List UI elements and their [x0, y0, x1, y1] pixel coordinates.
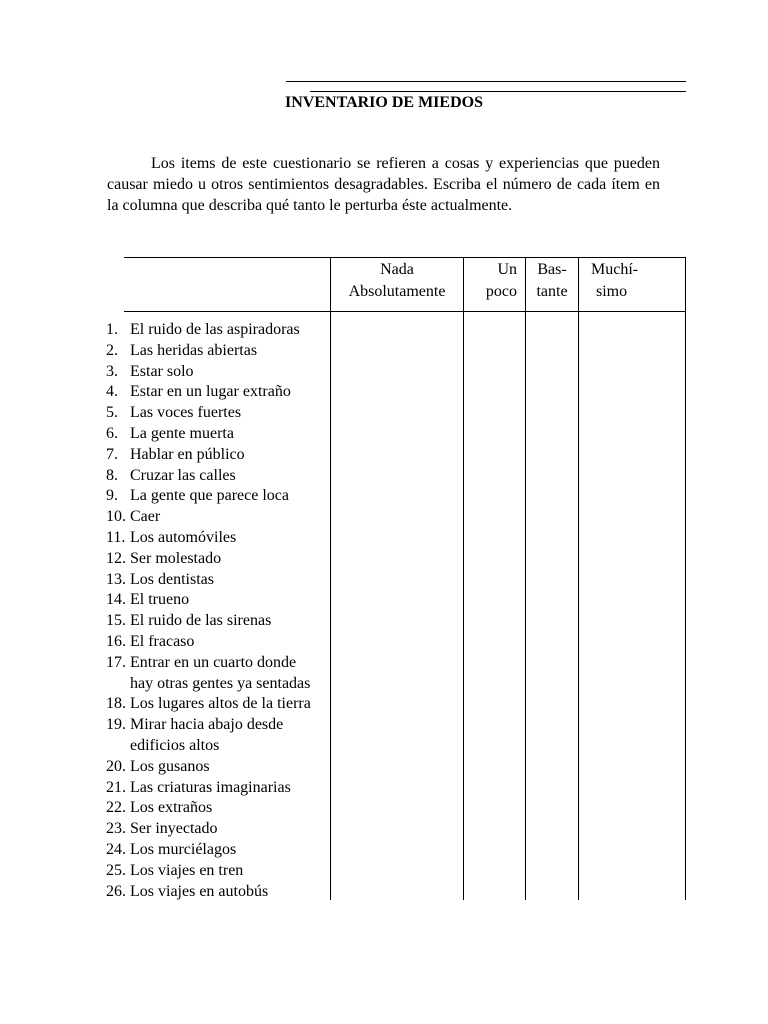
item-text: Ser inyectado	[130, 820, 218, 838]
item-number: 25.	[106, 861, 126, 879]
item-number: 6.	[106, 424, 118, 442]
column-header-line: tante	[536, 283, 568, 300]
list-item	[106, 320, 311, 341]
header-rule-bottom	[310, 91, 686, 92]
item-text: Cruzar las calles	[130, 466, 236, 484]
item-text: Los viajes en tren	[130, 861, 244, 879]
item-number: 9.	[106, 487, 118, 505]
list-item	[106, 653, 311, 674]
column-header-un-poco	[464, 259, 517, 303]
item-text: Las heridas abiertas	[130, 341, 258, 359]
item-text: El ruido de las aspiradoras	[130, 321, 300, 338]
list-item	[106, 424, 311, 445]
item-text: Los lugares altos de la tierra	[130, 695, 311, 713]
list-item	[106, 528, 311, 549]
item-text: Hablar en público	[130, 445, 245, 463]
item-number: 4.	[106, 383, 118, 401]
item-text: El fracaso	[130, 632, 195, 650]
item-number: 14.	[106, 591, 126, 609]
column-header-line: Absolutamente	[348, 283, 446, 300]
item-number: 13.	[106, 570, 126, 588]
column-header-line: simo	[596, 283, 628, 300]
item-text: Las voces fuertes	[130, 404, 242, 422]
list-item	[106, 674, 311, 695]
header-rule-top	[286, 81, 686, 82]
item-number: 2.	[106, 341, 118, 359]
item-text: Caer	[130, 508, 161, 526]
item-number: 15.	[106, 612, 126, 630]
list-item	[106, 549, 311, 570]
item-text: Los gusanos	[130, 757, 210, 775]
list-item	[106, 507, 311, 528]
item-text: hay otras gentes ya sentadas	[130, 674, 311, 692]
list-item	[106, 861, 311, 882]
item-text: Los murciélagos	[130, 840, 237, 858]
item-number: 11.	[106, 528, 126, 546]
item-number: 1.	[106, 321, 118, 338]
column-header-bastante	[526, 259, 578, 303]
table-column-divider	[525, 257, 526, 900]
item-number: 5.	[106, 404, 118, 422]
item-number: 16.	[106, 632, 126, 650]
item-number: 19.	[106, 716, 126, 734]
item-number: 22.	[106, 799, 126, 817]
list-item	[106, 362, 311, 383]
list-item	[106, 466, 311, 487]
column-header-muchisimo	[591, 259, 681, 303]
item-text: El ruido de las sirenas	[130, 612, 272, 630]
item-number: 7.	[106, 445, 118, 463]
column-header-line: Un	[497, 261, 517, 278]
item-number: 20.	[106, 757, 126, 775]
list-item	[106, 778, 311, 799]
column-header-line: Nada	[380, 261, 414, 278]
column-header-line: poco	[485, 283, 517, 300]
table-column-divider	[463, 257, 464, 900]
item-number: 23.	[106, 820, 126, 838]
item-text: Entrar en un cuarto donde	[130, 653, 297, 671]
item-text: Los viajes en autobús	[130, 882, 269, 900]
item-number: 18.	[106, 695, 126, 713]
table-column-divider	[330, 257, 331, 900]
table-header-divider	[124, 311, 686, 312]
item-number: 26.	[106, 882, 126, 900]
list-item	[106, 486, 311, 507]
list-item	[106, 694, 311, 715]
table-column-divider	[578, 257, 579, 900]
item-text: Los extraños	[130, 799, 213, 817]
list-item	[106, 590, 311, 611]
table-top-border	[124, 257, 686, 258]
list-item	[106, 715, 311, 736]
column-header-nada	[331, 259, 463, 303]
page-title: INVENTARIO DE MIEDOS	[285, 94, 483, 111]
item-text: El trueno	[130, 591, 190, 609]
list-item	[106, 736, 311, 757]
table-right-border	[685, 257, 686, 900]
list-item	[106, 757, 311, 778]
item-text: Ser molestado	[130, 549, 222, 567]
item-number: 24.	[106, 840, 126, 858]
column-header-line: Muchí-	[591, 261, 639, 278]
list-item	[106, 403, 311, 424]
item-text: La gente que parece loca	[130, 487, 290, 505]
item-text: La gente muerta	[130, 424, 234, 442]
fear-items-list	[106, 320, 311, 902]
item-number: 10.	[106, 508, 126, 526]
column-header-line: Bas-	[537, 261, 567, 278]
list-item	[106, 840, 311, 861]
list-item	[106, 632, 311, 653]
item-number: 12.	[106, 549, 126, 567]
item-number: 3.	[106, 362, 118, 380]
list-item	[106, 570, 311, 591]
item-text: Los dentistas	[130, 570, 214, 588]
item-text: Estar en un lugar extraño	[130, 383, 291, 401]
intro-paragraph: Los items de este cuestionario se refieren a cosas y experiencias que pueden causar miedo u otros sentimientos desagradables. Escriba el número de cada ítem en la columna que describa qué tanto le perturba éste actualmente.	[107, 155, 660, 214]
list-item	[106, 445, 311, 466]
item-text: edificios altos	[130, 736, 220, 754]
item-number: 8.	[106, 466, 118, 484]
list-item	[106, 382, 311, 403]
item-text: Los automóviles	[130, 528, 237, 546]
list-item	[106, 882, 311, 903]
item-number: 17.	[106, 653, 126, 671]
list-item	[106, 611, 311, 632]
item-text: Las criaturas imaginarias	[130, 778, 291, 796]
list-item	[106, 798, 311, 819]
item-text: Estar solo	[130, 362, 194, 380]
list-item	[106, 819, 311, 840]
item-number: 21.	[106, 778, 126, 796]
item-text: Mirar hacia abajo desde	[130, 716, 284, 734]
list-item	[106, 341, 311, 362]
